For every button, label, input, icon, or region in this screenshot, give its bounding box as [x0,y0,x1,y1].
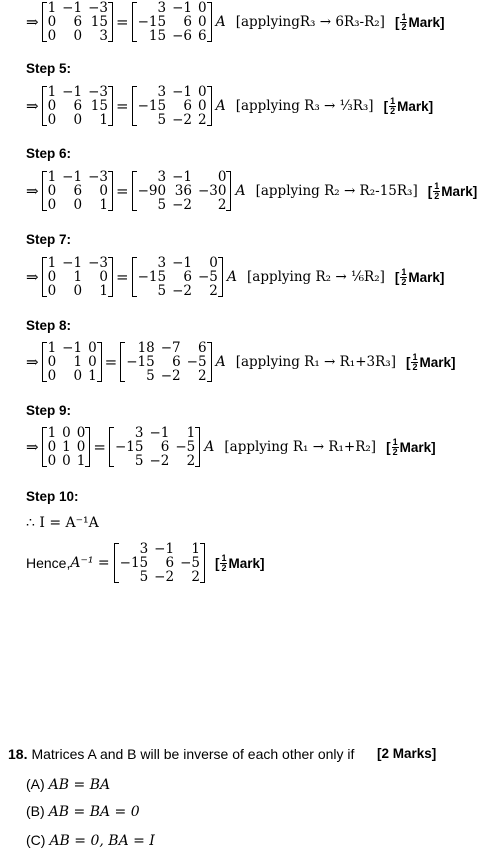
matrix-row [47,284,108,298]
matrix-cell: 5 [134,453,144,469]
matrix-cell: 1 [73,269,83,285]
matrix-cell: 0 [47,183,57,199]
matrix-cell: −15 [126,354,155,370]
half-mark-badge [395,13,445,32]
matrix-cell: −90 [137,183,167,199]
left-matrix [42,426,91,468]
right-matrix [132,256,223,298]
matrix-a-symbol: A [215,14,226,30]
matrix-row [47,113,108,127]
matrix-row [47,440,86,454]
matrix-cell: 2 [217,197,227,213]
fraction-denominator: 2 [221,562,227,573]
matrix-row [137,284,218,298]
matrix-cell: −7 [160,340,181,356]
matrix-row [47,85,108,99]
matrix-cell: 0 [47,453,57,469]
matrix-row [137,170,227,184]
mark-label: Mark [441,183,473,199]
matrix-cell: 0 [197,0,207,16]
matrix-row [47,15,108,29]
option-text: AB = BA = 0 [48,804,140,820]
matrix-row [125,355,206,369]
left-matrix-table [47,170,108,212]
right-matrix [132,1,212,43]
matrix-cell: 1 [47,425,57,441]
bracket-open: [ [394,14,400,30]
matrix-cell: −1 [62,169,83,185]
bracket-close: ] [428,98,434,114]
fraction-denominator: 2 [390,105,396,116]
half-fraction [220,554,227,573]
step-label: Step 7: [26,232,72,247]
matrix-cell: 3 [157,0,167,16]
matrix-cell: −1 [172,84,192,100]
matrix-row [47,270,108,284]
matrix-row [137,256,218,270]
matrix-cell: 1 [47,0,57,16]
matrix-a-symbol: A [215,98,226,114]
right-matrix [120,341,211,383]
matrix-row [125,369,206,383]
left-matrix [42,256,113,298]
right-matrix-table [137,256,218,298]
matrix-row [137,85,207,99]
matrix-row [47,256,108,270]
fraction-numerator: 1 [401,11,407,22]
step-label: Step 10: [26,489,79,504]
matrix-cell: −2 [154,569,175,585]
half-fraction [411,353,418,372]
matrix-row [47,369,97,383]
matrix-cell: −15 [114,439,144,455]
matrix-a-symbol: A [235,183,246,199]
matrix-cell: 6 [73,14,83,30]
half-fraction [392,438,399,457]
matrix-cell: 0 [73,368,83,384]
matrix-row [47,184,108,198]
half-fraction [400,268,407,287]
matrix-cell: 0 [73,28,83,44]
left-matrix-table [47,341,97,383]
matrix-cell: −1 [172,0,192,16]
step-label: Step 8: [26,318,72,333]
option-item [26,803,140,820]
step-label: Step 9: [26,403,72,418]
left-matrix-table [47,426,86,468]
matrix-cell: 1 [73,354,83,370]
option-text: AB = BA [48,777,111,793]
matrix-row [47,355,97,369]
matrix-cell: −3 [88,84,108,100]
matrix-cell: 1 [88,368,97,384]
matrix-cell: 1 [99,197,108,213]
matrix-equation-row [26,1,444,43]
option-label: (C) [26,832,46,848]
right-matrix [132,170,232,212]
matrix-row [137,1,207,15]
bracket-open: [ [214,555,220,571]
matrix-cell: −2 [172,197,192,213]
matrix-cell: −1 [172,255,192,271]
matrix-cell: 0 [73,112,83,128]
left-matrix [42,341,102,383]
matrix-cell: 0 [47,283,57,299]
implies-symbol: ⇒ [26,438,39,456]
equals-sign: = [115,97,129,115]
matrix-cell: 0 [62,425,71,441]
matrix-equation-row [26,341,456,383]
matrix-cell: 2 [209,283,218,299]
matrix-row [137,184,227,198]
implies-symbol: ⇒ [26,268,39,286]
mark-label: Mark [408,14,440,30]
step-label: Step 5: [26,61,72,76]
fraction-numerator: 1 [221,552,227,563]
fraction-denominator: 2 [392,446,398,457]
right-matrix [132,85,212,127]
matrix-cell: 6 [165,555,175,571]
mark-label: Mark [408,269,440,285]
matrix-cell: 36 [174,183,192,199]
matrix-cell: 3 [99,28,108,44]
matrix-cell: 2 [186,453,196,469]
fraction-numerator: 1 [390,95,396,106]
half-fraction [433,182,440,201]
matrix-cell: 1 [47,255,57,271]
question-marks: [2 Marks] [377,746,437,761]
matrix-cell: 0 [99,269,108,285]
inverse-matrix-table [119,542,200,584]
left-matrix [42,170,113,212]
half-mark-badge [406,353,456,372]
left-matrix-table [47,1,108,43]
option-label: (A) [26,776,45,792]
row-operation: [applying R₂ → ⅙R₂] [247,269,385,285]
matrix-cell: −1 [172,169,192,185]
matrix-cell: 1 [47,84,57,100]
hence-prefix: Hence, [26,555,71,571]
matrix-cell: −5 [175,439,196,455]
option-text: AB = 0, BA = I [49,833,155,849]
row-operation: [applying R₂ → R₂-15R₃] [255,183,418,199]
matrix-cell: 0 [47,197,57,213]
matrix-cell: −1 [149,425,170,441]
half-mark-badge [395,268,445,287]
matrix-cell: 0 [47,98,57,114]
right-matrix-table [137,170,227,212]
matrix-row [47,454,86,468]
matrix-cell: −1 [62,340,83,356]
matrix-cell: 6 [197,340,207,356]
matrix-cell: −3 [88,0,108,16]
matrix-a-symbol: A [204,439,215,455]
equals-sign: = [115,13,129,31]
matrix-row [114,440,195,454]
question-text: Matrices A and B will be inverse of each other only if [31,746,355,762]
implies-symbol: ⇒ [26,353,39,371]
matrix-cell: 0 [197,14,207,30]
matrix-cell: 6 [183,98,192,114]
matrix-cell: −1 [154,541,175,557]
matrix-row [47,341,97,355]
matrix-cell: 15 [90,98,108,114]
row-operation: [applying R₁ → R₁+3R₃] [235,354,396,370]
implies-symbol: ⇒ [26,97,39,115]
implies-symbol: ⇒ [26,182,39,200]
matrix-equation-row [26,256,444,298]
mark-label: Mark [399,439,432,455]
bracket-close: ] [439,14,445,30]
equals-sign: = [93,438,106,456]
matrix-cell: 15 [90,14,108,30]
half-mark-badge [215,554,265,573]
matrix-cell: 5 [139,569,149,585]
left-matrix-table [47,85,108,127]
matrix-cell: 0 [88,354,97,370]
bracket-open: [ [394,269,400,285]
matrix-cell: 0 [47,439,57,455]
matrix-row [137,99,207,113]
matrix-row [137,198,227,212]
bracket-open: [ [405,354,411,370]
matrix-cell: 2 [197,368,207,384]
right-matrix-table [137,1,207,43]
fraction-numerator: 1 [412,351,418,362]
implies-symbol: ⇒ [26,13,39,31]
matrix-cell: 6 [172,354,181,370]
matrix-cell: 1 [186,425,196,441]
half-mark-badge [428,182,478,201]
matrix-row [47,426,86,440]
matrix-cell: 5 [146,368,155,384]
fraction-denominator: 2 [434,190,440,201]
mark-label: Mark [228,555,260,571]
matrix-row [47,198,108,212]
matrix-row [47,1,108,15]
matrix-cell: 2 [191,569,200,585]
matrix-cell: 0 [62,453,71,469]
matrix-cell: −3 [88,255,108,271]
matrix-cell: −2 [149,453,170,469]
matrix-cell: 1 [191,541,200,557]
inverse-matrix [114,542,205,584]
matrix-cell: −30 [197,183,227,199]
matrix-cell: 1 [62,439,71,455]
fraction-numerator: 1 [434,180,440,191]
matrix-row [119,542,200,556]
step-label: Step 6: [26,146,72,161]
row-operation: [applying R₃ → ⅓R₃] [235,98,374,114]
matrix-cell: 0 [76,439,86,455]
matrix-equation-row [26,85,433,127]
matrix-cell: −2 [160,368,181,384]
matrix-cell: 6 [73,183,83,199]
matrix-cell: 2 [197,112,207,128]
matrix-cell: −1 [62,255,83,271]
matrix-cell: 6 [183,269,192,285]
equals-sign: = [104,353,118,371]
matrix-cell: 0 [88,340,97,356]
hence-line [26,542,265,584]
matrix-cell: 1 [47,340,57,356]
matrix-cell: 6 [197,28,207,44]
matrix-cell: 3 [157,84,167,100]
matrix-cell: 0 [47,269,57,285]
matrix-row [47,170,108,184]
matrix-cell: 0 [47,354,57,370]
bracket-close: ] [472,183,478,199]
matrix-cell: 1 [99,283,108,299]
right-matrix-table [114,426,195,468]
matrix-cell: 1 [47,169,57,185]
matrix-cell: 5 [157,112,167,128]
fraction-numerator: 1 [392,436,398,447]
matrix-row [47,29,108,43]
matrix-cell: 6 [160,439,170,455]
matrix-row [137,29,207,43]
question-number: 18. [8,746,28,762]
matrix-cell: −5 [180,555,200,571]
matrix-cell: 3 [139,541,149,557]
matrix-cell: 0 [47,112,57,128]
right-matrix [109,426,200,468]
matrix-cell: 0 [99,183,108,199]
matrix-cell: 0 [217,169,227,185]
hence-lhs: A⁻¹ = [70,555,110,571]
left-matrix [42,1,113,43]
matrix-cell: −1 [62,84,83,100]
matrix-row [137,15,207,29]
matrix-cell: 0 [73,197,83,213]
matrix-cell: 18 [137,340,155,356]
matrix-row [114,454,195,468]
half-mark-badge [384,97,434,116]
option-item [26,832,155,849]
bracket-open: [ [386,439,391,455]
matrix-cell: 6 [183,14,192,30]
matrix-cell: −15 [119,555,149,571]
right-matrix-table [125,341,206,383]
matrix-row [137,270,218,284]
matrix-cell: −1 [62,0,83,16]
bracket-close: ] [431,439,436,455]
matrix-row [114,426,195,440]
matrix-cell: 1 [76,453,86,469]
identity-line: ∴ I = A⁻¹A [26,515,99,531]
matrix-cell: −3 [88,169,108,185]
matrix-row [119,556,200,570]
equals-sign: = [115,182,129,200]
matrix-cell: −15 [137,14,167,30]
fraction-denominator: 2 [401,21,407,32]
left-matrix [42,85,113,127]
matrix-row [119,570,200,584]
half-fraction [389,97,396,116]
equals-sign: = [115,268,129,286]
matrix-cell: 0 [197,98,207,114]
option-item [26,776,110,793]
matrix-cell: 0 [47,28,57,44]
matrix-cell: −15 [137,98,167,114]
bracket-close: ] [439,269,445,285]
matrix-cell: 3 [134,425,144,441]
matrix-cell: 5 [157,197,167,213]
matrix-cell: 0 [47,368,57,384]
matrix-cell: 5 [157,283,167,299]
bracket-open: [ [427,183,433,199]
mark-label: Mark [397,98,429,114]
matrix-a-symbol: A [226,269,237,285]
matrix-cell: 0 [197,84,207,100]
row-operation: [applyingR₃ → 6R₃-R₂] [235,14,385,30]
matrix-a-symbol: A [215,354,226,370]
half-mark-badge [386,438,436,457]
matrix-cell: 0 [47,14,57,30]
right-matrix-table [137,85,207,127]
fraction-numerator: 1 [401,266,407,277]
matrix-cell: 3 [157,255,167,271]
question-18 [8,746,354,762]
matrix-cell: 6 [73,98,83,114]
matrix-row [125,341,206,355]
bracket-close: ] [260,555,265,571]
mark-label: Mark [419,354,451,370]
matrix-cell: −5 [197,269,218,285]
fraction-denominator: 2 [412,361,418,372]
matrix-cell: 1 [99,112,108,128]
matrix-equation-row [26,426,436,468]
matrix-row [47,99,108,113]
matrix-cell: 0 [209,255,218,271]
matrix-row [137,113,207,127]
bracket-open: [ [383,98,389,114]
matrix-cell: −15 [137,269,167,285]
matrix-cell: −2 [172,283,192,299]
matrix-equation-row [26,170,477,212]
half-fraction [400,13,407,32]
left-matrix-table [47,256,108,298]
matrix-cell: 0 [76,425,86,441]
matrix-cell: 0 [73,283,83,299]
fraction-denominator: 2 [401,276,407,287]
matrix-cell: 15 [148,28,167,44]
matrix-cell: 3 [157,169,167,185]
matrix-cell: −2 [172,112,192,128]
bracket-close: ] [451,354,456,370]
matrix-cell: −5 [186,354,207,370]
matrix-cell: −6 [172,28,192,44]
option-label: (B) [26,803,45,819]
row-operation: [applying R₁ → R₁+R₂] [224,439,377,455]
